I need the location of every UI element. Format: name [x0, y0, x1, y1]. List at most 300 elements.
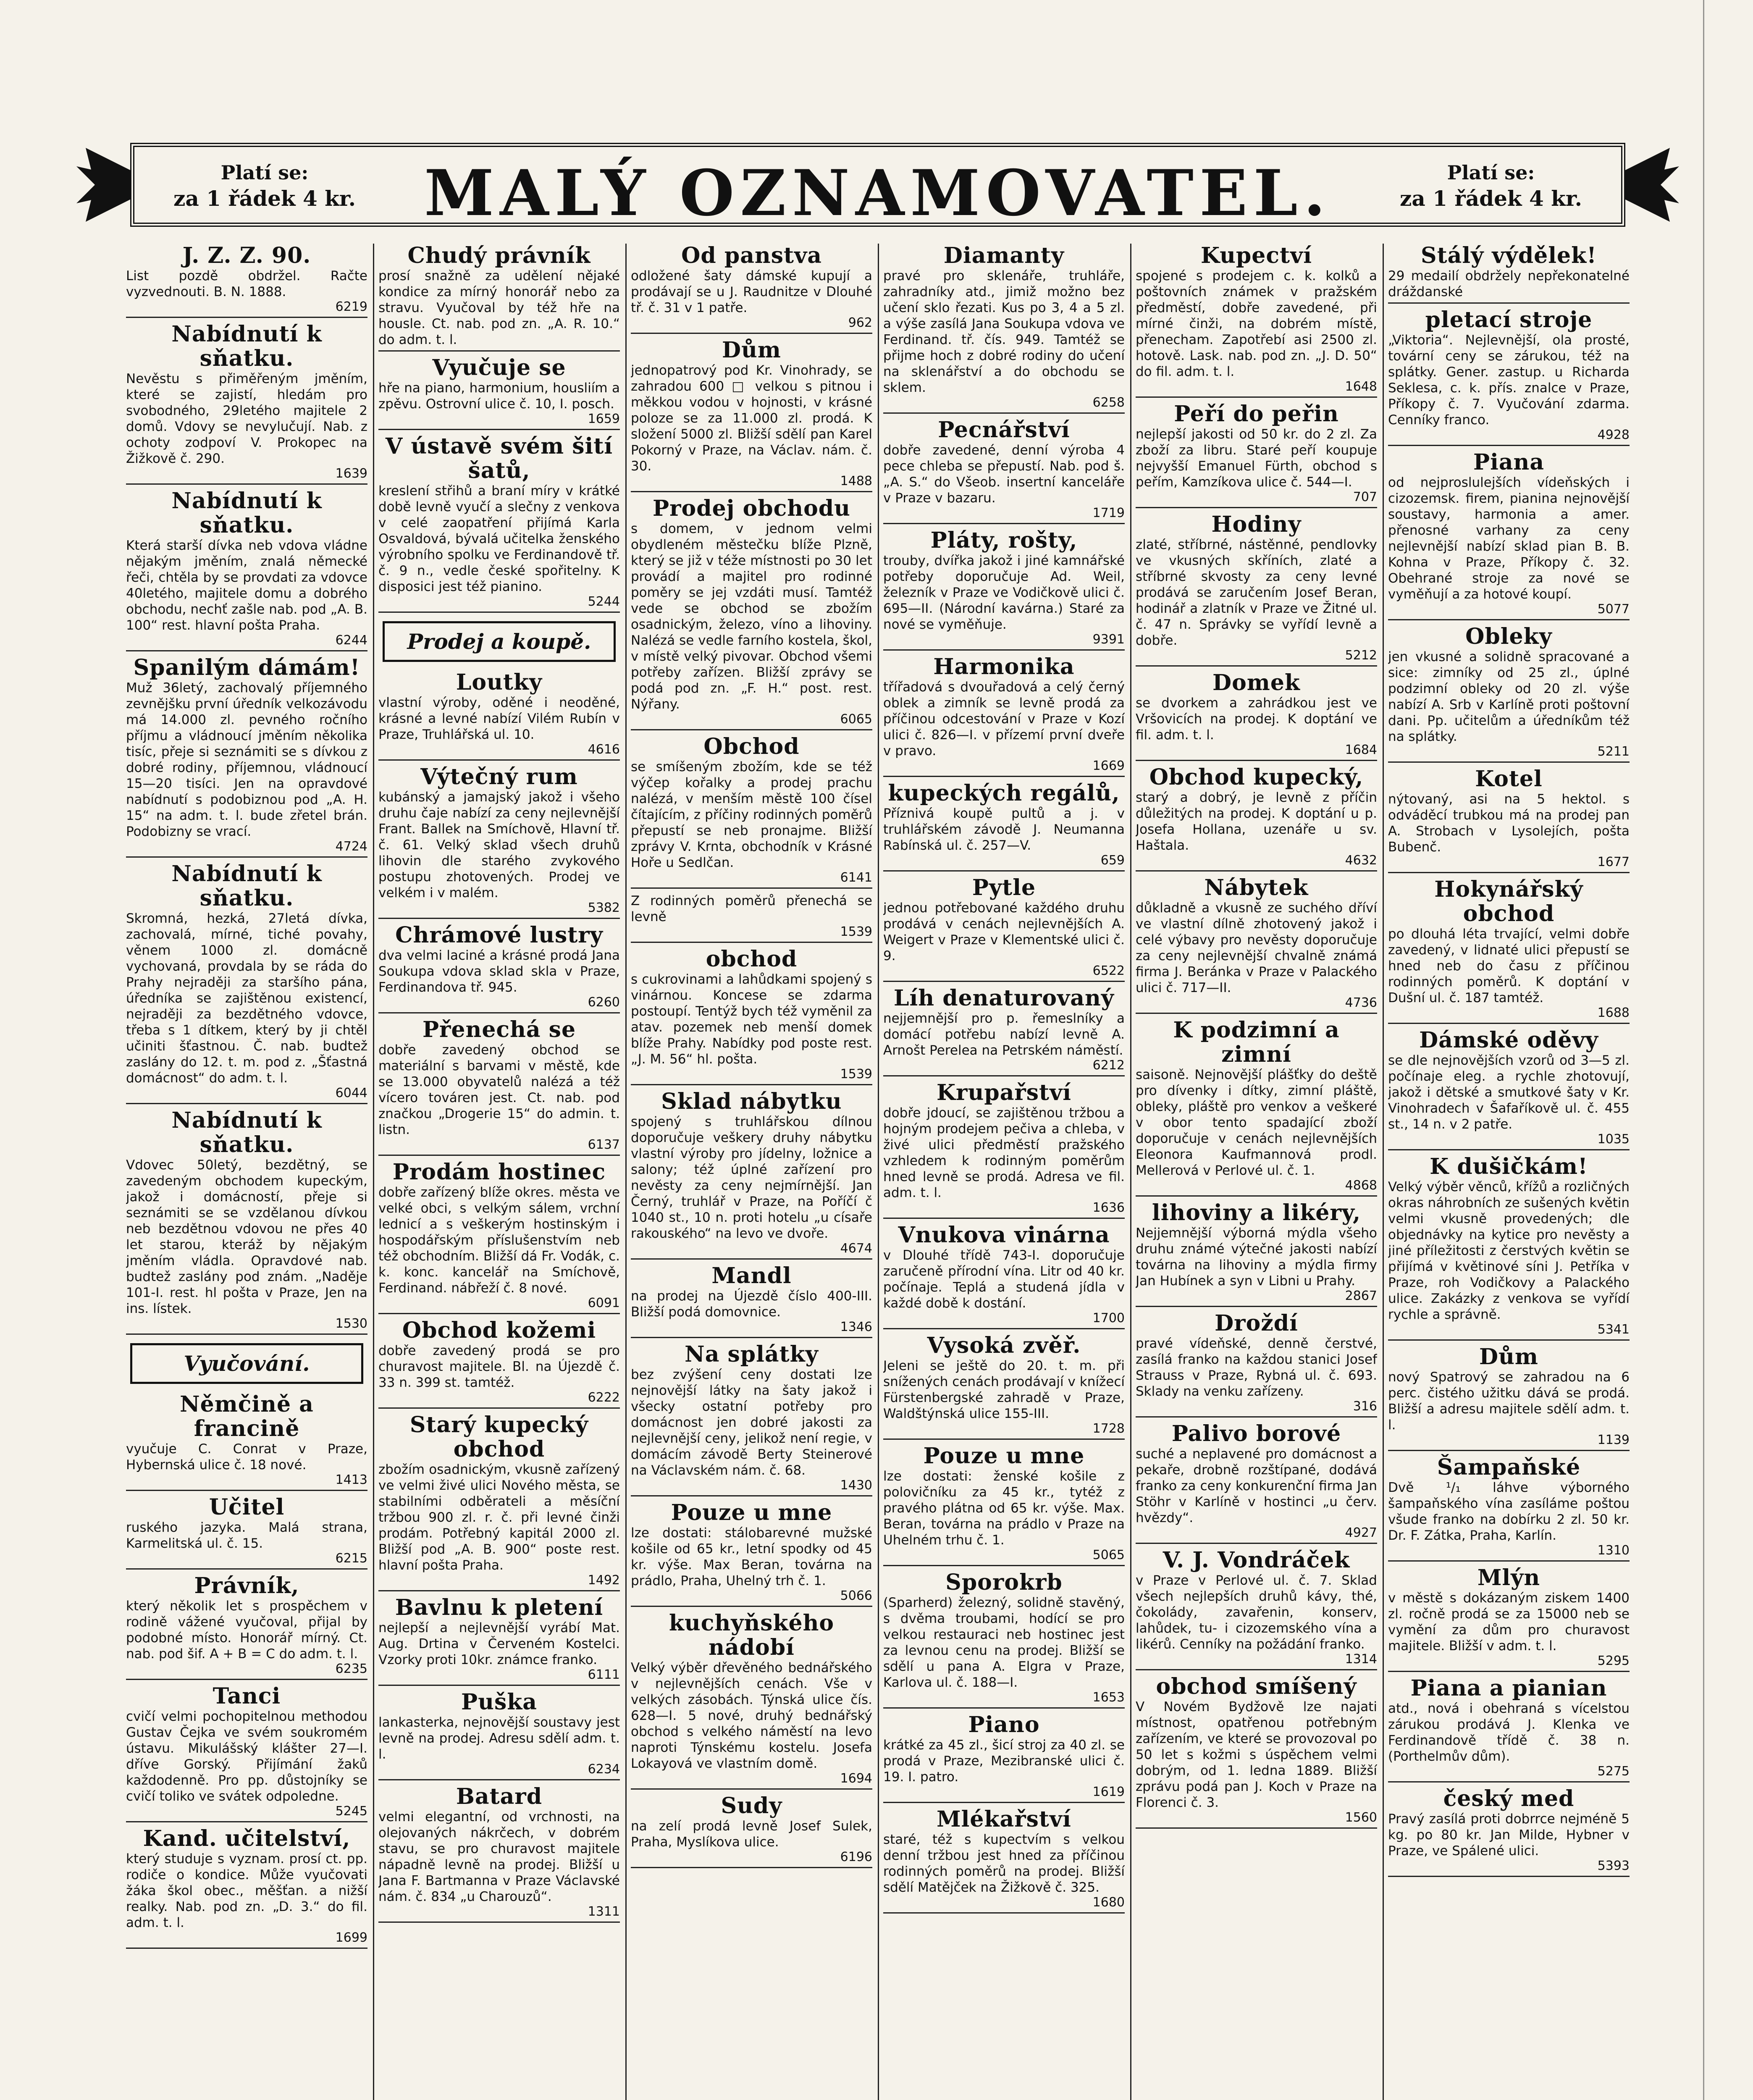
page-title: MALÝ OZNAMOVATEL. [424, 156, 1331, 230]
classified-ad [631, 338, 872, 492]
ad-title: Pecnářství [938, 417, 1070, 443]
ad-title: J. Z. Z. 90. [182, 244, 311, 268]
classified-ad [883, 1570, 1125, 1709]
ad-code: 5066 [840, 1588, 872, 1603]
ad-title: Mandl [711, 1263, 792, 1289]
ad-code: 1139 [1597, 1433, 1630, 1447]
classified-ad [1388, 450, 1630, 620]
classified-ad [883, 986, 1125, 1076]
ad-column [378, 244, 620, 2100]
ad-text: Velký výběr dřevěného bednářského v nejlevnějších cenách. Vše v velkých zásobách. Týnská ulice čís. 628—I. 5 nové, druhý bednářský obchod s velkého náměstí na levo naproti Týnskému kostelu. Josefa Lokayová ve vlastním domě. [631, 1660, 872, 1771]
ad-text: hře na piano, harmonium, housliím a zpěvu. Ostrovní ulice č. 10, I. posch. [378, 381, 620, 412]
ad-text: zlaté, stříbrné, nástěnné, pendlovky ve vkusných skříních, zlaté a stříbrné skvosty za ceny levné prodává se zaručením Josef Beran, hodinář a zlatník v Praze ve Žitné ul. č. 47 n. Správky se vyřídí levně a dobře. [1136, 537, 1377, 648]
classified-ad [883, 1223, 1125, 1329]
ad-text: List pozdě obdržel. Račte vyzvednouti. B. N. 1888. [126, 268, 367, 299]
ad-code: 1699 [335, 1930, 367, 1945]
ad-code: 5077 [1597, 602, 1630, 617]
ad-text: dobře zavedené, denní výroba 4 pece chleba se přepustí. Nab. pod š. „A. S.“ do Všeob. insertní kanceláře v Praze v bazaru. [883, 443, 1125, 506]
ad-code: 316 [1353, 1399, 1377, 1414]
ad-text: třířadová s dvouřadová a celý černý oblek a zimník se levně prodá za příčinou odcestování v Praze v Kozí ulici č. 826—I. v přízemí první dveře v pravo. [883, 680, 1125, 759]
ad-text: velmi elegantní, od vrchnosti, na olejovaných nákrčech, v dobrém stavu, se pro churavost majitele nápadně levně na prodej. Bližší u Jana F. Bartmanna v Praze Václavské nám. č. 834 „u Charouzů“. [378, 1809, 620, 1904]
ad-title: Vyučuje se [432, 355, 566, 381]
ad-code: 4928 [1597, 428, 1630, 442]
ad-code: 5244 [588, 594, 620, 609]
ad-title: Chudý právník [407, 244, 591, 268]
ad-title: Bavlnu k pletení [395, 1595, 604, 1620]
ad-title: Sudy [721, 1793, 782, 1819]
ad-title: Šampaňské [1437, 1454, 1581, 1480]
classified-ad [126, 244, 367, 318]
ad-title: Loutky [456, 669, 543, 695]
price-label: Platí se: [1447, 161, 1535, 184]
ad-code: 1653 [1092, 1690, 1125, 1705]
ad-code: 4868 [1345, 1178, 1377, 1193]
ad-title: Právník, [194, 1573, 299, 1599]
ad-title: Líh denaturovaný [893, 985, 1114, 1011]
ad-text: trouby, dvířka jakož i jiné kamnářské potřeby doporučuje Ad. Weil, železník v Praze ve Vodičkově ulici č. 695—II. (Národní kavárna.) Staré za nové se vyměňuje. [883, 553, 1125, 632]
masthead [67, 130, 1688, 239]
ad-text: Dvě ¹/₁ láhve výborného šampaňského vína zasíláme poštou všude franko na dobírku 2 zl. 50 kr. Dr. F. Zátka, Praha, Karlín. [1388, 1480, 1630, 1543]
classified-ad [1388, 1676, 1630, 1782]
ad-text: Jeleni se ještě do 20. t. m. při snížených cenách prodávají v knížecí Fürstenbergské zahradě v Praze, Waldštýnská ulice 155-III. [883, 1358, 1125, 1421]
ad-code: 1700 [1092, 1311, 1125, 1326]
ad-title: Starý kupecký obchod [409, 1412, 589, 1462]
ad-text: ruského jazyka. Malá strana, Karmelitská ul. č. 15. [126, 1520, 367, 1551]
ad-title: Tanci [213, 1683, 281, 1709]
ad-code: 6065 [840, 712, 872, 727]
ad-title: lihoviny a likéry, [1152, 1200, 1361, 1226]
ad-title: Batard [456, 1784, 543, 1809]
ad-column [631, 244, 872, 2100]
ad-title: V ústavě svém šití šatů, [385, 433, 613, 483]
ad-title: Obchod kožemi [402, 1318, 596, 1343]
classified-ad [883, 1334, 1125, 1440]
classified-ad [883, 1713, 1125, 1803]
ad-code: 1539 [840, 1067, 872, 1082]
ad-text: nejlepší a nejlevnější vyrábí Mat. Aug. Drtina v Červeném Kostelci. Vzorky proti 10kr. známce franko. [378, 1620, 620, 1667]
ad-code: 1648 [1345, 379, 1377, 394]
classified-ad [378, 434, 620, 613]
classified-ad [1388, 1155, 1630, 1341]
ad-text: lze dostati: ženské košile z polovičníku za 45 kr., tytéž z pravého plátna od 65 kr. výše. Max. Beran, továrna na prádlo v Praze na Uhelném trhu č. 1. [883, 1469, 1125, 1548]
ad-code: 4616 [588, 742, 620, 757]
ad-title: Vnukova vinárna [898, 1222, 1110, 1248]
classified-ad [631, 947, 872, 1085]
classified-ad [378, 244, 620, 352]
ad-code: 1659 [588, 412, 620, 426]
ad-text: v Dlouhé třídě 743-I. doporučuje zaručeně přírodní vína. Litr od 40 kr. počínaje. Teplá a studená jídla v každé době k dostání. [883, 1248, 1125, 1311]
ad-title: Piano [968, 1712, 1040, 1738]
price-label: Platí se: [220, 161, 309, 184]
classified-ad [1136, 1201, 1377, 1307]
classified-ad [378, 765, 620, 919]
classified-ad [1136, 1311, 1377, 1418]
classified-ad [631, 496, 872, 730]
ad-code: 4674 [840, 1241, 872, 1256]
ad-code: 1314 [1345, 1652, 1377, 1667]
classified-ad [883, 781, 1125, 872]
ad-text: důkladně a vkusně ze suchého dříví ve vlastní dílně zhotovený jakož i celé výbavy pro nevěsty doporučuje za ceny nejlevnější chvalně známá firma J. Beránka v Praze v Palackého ulici č. 717—II. [1136, 900, 1377, 995]
ad-text: saisoně. Nejnovější plášťky do deště pro dívenky i dítky, zimní pláště, obleky, pláště pro venkov a veškeré v obor tento spadající zboží doporučuje v cenách nejlevnějších Eleonora Kaufmannová prodl. Mellerová v Perlové ul. č. 1. [1136, 1067, 1377, 1178]
ad-code: 1639 [335, 466, 367, 481]
classified-ad [1136, 1675, 1377, 1829]
ad-code: 6044 [335, 1086, 367, 1100]
ad-code: 6091 [588, 1296, 620, 1310]
ad-code: 6111 [588, 1667, 620, 1682]
ad-code: 1684 [1345, 743, 1377, 757]
price-value: za 1 řádek 4 kr. [173, 186, 356, 211]
classified-ad [631, 1089, 872, 1260]
ad-code: 5393 [1597, 1858, 1630, 1873]
ad-text: Muž 36letý, zachovalý příjemného zevnějšku první úředník velkozávodu má 14.000 zl. pevného ročního příjmu a vládnoucí jměním několika tisíc, přeje si seznámiti se s dívkou z dobré rodiny, příjemnou, vládnoucí 15—20 tisíci. Jen na opravdové nabídnutí s podobiznou pod „A. H. 15“ na adm. t. l. bude zřetel brán. Podobizny se vrací. [126, 680, 367, 839]
ad-title: Obchod kupecký, [1149, 764, 1364, 790]
ad-code: 4632 [1345, 853, 1377, 868]
classified-ad [126, 322, 367, 485]
ad-text: pravé vídeňské, denně čerstvé, zasílá franko na každou stanici Josef Strauss v Praze, Rybná ul. č. 693. Sklady na venku zařízeny. [1136, 1336, 1377, 1399]
ad-title: Nábytek [1204, 875, 1309, 900]
classified-ad [1136, 671, 1377, 761]
newspaper-page [67, 105, 1688, 2100]
classified-ad [1388, 1345, 1630, 1451]
ad-code: 1413 [335, 1473, 367, 1487]
ad-title: český med [1443, 1786, 1575, 1811]
ad-text: se smíšeným zbožím, kde se též výčep kořalky a prodej prachu nalézá, v menším městě 100 čísel čítajícím, z příčiny rodinných poměrů přepustí se neb pronajme. Bližší zprávy V. Krnta, obchodník v Krásné Hoře u Sedlčan. [631, 759, 872, 870]
ad-title: obchod [706, 946, 798, 972]
classified-ad [1136, 1548, 1377, 1670]
classified-ad [1388, 1787, 1630, 1877]
ad-title: Chrámové lustry [395, 922, 603, 948]
ad-code: 6196 [840, 1850, 872, 1864]
ad-code: 5245 [335, 1804, 367, 1819]
ad-text: v městě s dokázaným ziskem 1400 zl. ročně prodá se za 15000 neb se vymění za dům pro churavost majitele. Bližší v adm. t. l. [1388, 1591, 1630, 1654]
classified-ad [1388, 1028, 1630, 1150]
section-heading: Vyučování. [130, 1343, 363, 1384]
ad-title: Prodej obchodu [653, 496, 850, 521]
ad-code: 5341 [1597, 1322, 1630, 1337]
ad-code: 1728 [1092, 1421, 1125, 1436]
classified-ad [378, 1596, 620, 1686]
ad-title: Nabídnutí k sňatku. [171, 1108, 322, 1158]
ad-code: 1539 [840, 924, 872, 939]
classified-ad [883, 244, 1125, 414]
ad-text: Která starší dívka neb vdova vládne nějakým jměním, znalá německé řeči, chtěla by se provdati za vdovce 40letého, majitele domu a dobrého obchodu, nechť zašle nab. pod „A. B. 100“ rest. hlavní pošta Praha. [126, 538, 367, 633]
ad-title: V. J. Vondráček [1163, 1547, 1350, 1573]
ad-code: 962 [848, 315, 872, 330]
classified-ad [1388, 1566, 1630, 1672]
ad-text: se dle nejnovějších vzorů od 3—5 zl. počínaje eleg. a rychle zhotovují, jakož i dětské a smutkové šaty v Kr. Vinohradech v Šafaříkově ul. č. 455 st., 14 n. v 2 patře. [1388, 1053, 1630, 1132]
ad-code: 4927 [1345, 1525, 1377, 1540]
ad-text: se dvorkem a zahrádkou jest ve Vršovicích na prodej. K doptání ve fil. adm. t. l. [1136, 696, 1377, 743]
column-rule [1130, 244, 1131, 2100]
ad-title: Sporokrb [945, 1570, 1063, 1595]
page-fold [1703, 0, 1704, 2100]
ad-text: Nejjemnější výborná mýdla všeho druhu známé výtečné jakosti nabízí továrna na lihoviny a mýdla firmy Jan Hubínek a syn v Libni u Prahy. [1136, 1226, 1377, 1289]
column-rule [878, 244, 879, 2100]
ad-text: na zelí prodá levně Josef Sulek, Praha, Myslíkova ulice. [631, 1819, 872, 1850]
ad-title: kuchyňského nádobí [669, 1610, 835, 1660]
ad-code: 1688 [1597, 1005, 1630, 1020]
classified-ad [1388, 767, 1630, 873]
ad-code: 1619 [1092, 1785, 1125, 1799]
ad-title: Obchod [703, 734, 800, 759]
classified-ad [883, 1807, 1125, 1914]
ad-column [1136, 244, 1377, 2100]
ad-title: Vysoká zvěř. [927, 1333, 1081, 1358]
classified-ad [1136, 512, 1377, 667]
ad-code: 1311 [588, 1904, 620, 1919]
ad-text: odložené šaty dámské kupují a prodávají se u J. Raudnitze v Dlouhé tř. č. 31 v 1 patře. [631, 268, 872, 315]
ad-text: v Praze v Perlové ul. č. 7. Sklad všech nejlepších druhů kávy, thé, čokolády, zavařenin, konserv, lahůdek, tu- i cizozemského vína a likérů. Cenníky na požádání franko. [1136, 1573, 1377, 1652]
ad-text: jednopatrový pod Kr. Vinohrady, se zahradou 600 □ velkou s pitnou i měkkou vodou v hojnosti, v krásné poloze se za 11.000 zl. prodá. K složení 5000 zl. Bližší sdělí pan Karel Pokorný v Praze, na Václav. nám. č. 30. [631, 363, 872, 474]
ad-text: Vdovec 50letý, bezdětný, se zavedeným obchodem kupeckým, jakož i domácností, přeje si seznámiti se se vzdělanou dívkou neb bezdětnou vdovou ne přes 40 let starou, kteráž by nějakým jměním vládla. Opravdové nab. budtež zaslány pod znám. „Naděje 101-I. rest. hl pošta v Praze, Jen na ins. lístek. [126, 1158, 367, 1316]
ad-text: bez zvýšení ceny dostati lze nejnovější látky na šaty jakož i všecky ostatní potřeby pro domácnost jen dobré jakosti za nejlevnější ceny, jelikož není regie, v domácím závodě Berty Steinerové na Václavském nám. č. 68. [631, 1367, 872, 1478]
ad-code: 5211 [1597, 744, 1630, 759]
classified-ad [631, 1342, 872, 1496]
section-heading: Prodej a koupě. [383, 621, 616, 662]
classified-ad [378, 1785, 620, 1923]
ad-title: Nabídnutí k sňatku. [171, 488, 322, 538]
ad-title: Krupařství [936, 1080, 1072, 1105]
ad-title: Peří do peřin [1174, 401, 1339, 427]
ad-text: na prodej na Újezdě číslo 400-III. Bližší podá domovnice. [631, 1289, 872, 1320]
price-value: za 1 řádek 4 kr. [1400, 186, 1582, 211]
classified-ad [126, 1108, 367, 1335]
ad-title: Hodiny [1211, 512, 1302, 537]
ad-title: Obleky [1465, 624, 1552, 649]
ad-code: 1636 [1092, 1200, 1125, 1215]
ad-text: spojený s truhlářskou dílnou doporučuje veškery druhy nábytku vlastní výroby pro jídelny, ložnice a salony; též úplné zařízení pro nevěsty za ceny nejmírnější. Jan Černý, truhlář v Praze, na Poříčí č 1040 st., 10 n. proti hotelu „u císaře rakouského“ na levo ve dvoře. [631, 1114, 872, 1241]
classified-ad [126, 1392, 367, 1491]
ad-title: Výtečný rum [420, 764, 578, 790]
classified-ad [126, 862, 367, 1104]
ad-code: 1680 [1092, 1895, 1125, 1910]
masthead-price-right [1378, 160, 1604, 212]
classified-ad [1136, 1018, 1377, 1197]
ad-code: 5275 [1597, 1764, 1630, 1779]
ad-code: 1430 [840, 1478, 872, 1493]
ad-code: 5295 [1597, 1654, 1630, 1668]
ad-text: nýtovaný, asi na 5 hektol. s odváděcí trubkou má na prodej pan A. Strobach v Lysolejích, pošta Bubenč. [1388, 792, 1630, 855]
ad-title: Piana [1473, 449, 1545, 475]
classified-ad [1136, 765, 1377, 872]
classified-ad [1388, 625, 1630, 763]
ad-title: Pytle [972, 875, 1036, 900]
classified-ad [126, 1495, 367, 1570]
ad-text: kubánský a jamajský jakož i všeho druhu čaje nabízí za ceny nejlevnější Frant. Ballek na Smíchově, Hlavní tř. č. 61. Velký sklad všech druhů lihovin dle starého zvykového postupu zhotovených. Prodej ve velkém i v malém. [378, 790, 620, 900]
column-rule [373, 244, 374, 2100]
ad-text: který studuje s vyznam. prosí ct. pp. rodiče o kondice. Může vyučovati žáka škol obec., měšťan. a nižší realky. Nab. pod zn. „D. 3.“ do fil. adm. t. l. [126, 1851, 367, 1930]
ad-code: 2867 [1345, 1289, 1377, 1303]
ad-text: dva velmi laciné a krásné prodá Jana Soukupa vdova sklad skla v Praze, Ferdinandova tř. 945. [378, 948, 620, 995]
ad-title: Mlékařství [937, 1806, 1071, 1832]
ad-title: Dům [722, 337, 781, 363]
classified-ad [631, 1264, 872, 1338]
classified-ad [126, 656, 367, 858]
ad-title: Harmonika [933, 654, 1075, 680]
ad-text: cvičí velmi pochopitelnou methodou Gustav Čejka ve svém soukromém ústavu. Mikulášský klášter 27—I. dříve Gorský. Přijímání žaků každodenně. Pro pp. důstojníky se cvičí toliko ve svátek odpoledne. [126, 1709, 367, 1804]
ad-title: obchod smíšený [1156, 1674, 1357, 1699]
classified-ad [631, 1794, 872, 1868]
classified-ad [378, 1318, 620, 1409]
ad-title: Kupectví [1201, 244, 1312, 268]
ad-code: 6244 [335, 633, 367, 648]
ad-text: spojené s prodejem c. k. kolků a poštovních známek v pražském předměstí, dobře zavedené, při mírné činži, na dobrém místě, přenecham. Zapotřebí asi 2500 zl. hotově. Lask. nab. pod zn. „J. D. 50“ do fil. adm. t. l. [1136, 268, 1377, 379]
classified-ad [1136, 244, 1377, 398]
ad-text: starý a dobrý, je levně z příčin důležitých na prodej. K doptání u p. Josefa Hollana, uzenáře u sv. Haštala. [1136, 790, 1377, 853]
classified-ad [1388, 244, 1630, 304]
classified-ad [126, 489, 367, 651]
ad-title: Sklad nábytku [661, 1089, 842, 1114]
ad-code: 1669 [1092, 759, 1125, 773]
ad-text: dobře zařízený blíže okres. města ve velké obci, s velkým sálem, vrchní lednicí a s veškerým hostinským i hospodářským příslušenstvím neb též obchodním. Bližší dá Fr. Vodák, c. k. konc. kancelář na Smíchově, Ferdinand. nábřeží č. 8 nové. [378, 1185, 620, 1296]
ad-code: 6235 [335, 1662, 367, 1676]
classified-ad [631, 735, 872, 889]
ad-code: 1492 [588, 1573, 620, 1588]
column-rule [1383, 244, 1384, 2100]
classified-ad [126, 1684, 367, 1822]
ad-title: pletací stroje [1425, 307, 1593, 333]
ad-code: 659 [1100, 853, 1125, 868]
classified-ad [378, 923, 620, 1013]
ad-title: Na splátky [685, 1341, 819, 1367]
ad-text: krátké za 45 zl., šicí stroj za 40 zl. se prodá v Praze, Mezibranské ulici č. 19. I. patro. [883, 1738, 1125, 1785]
classified-ad [883, 528, 1125, 651]
ad-text: kreslení střihů a braní míry v krátké době levně vyučí a slečny z venkova v celé zaopatření přijímá Karla Osvaldová, bývalá učitelka ženského výrobního spolku ve Ferdinandově tř. č. 9 n., vedle české spořitelny. K disposici jest též pianino. [378, 483, 620, 594]
ad-title: kupeckých regálů, [888, 780, 1120, 806]
ad-code: 707 [1353, 490, 1377, 504]
ad-text: pravé pro sklenáře, truhláře, zahradníky atd., jimiž možno bez učení sklo řezati. Kus po 3, 4 a 5 zl. a výše zasílá Jana Soukupa vdova ve Ferdinand. tř. čís. 949. Tamtéž se přijme hoch z dobré rodiny do učení na sklenářství a do obchodu se sklem. [883, 268, 1125, 395]
ad-title: Kotel [1475, 766, 1543, 792]
ad-code: 6137 [588, 1137, 620, 1152]
ad-text: dobře zavedený obchod se materiální s barvami v městě, kde se 13.000 obyvatelů nalézá a též vícero továren jest. Ct. nab. pod značkou „Drogerie 15“ do admin. t. listn. [378, 1042, 620, 1137]
ad-text: lze dostati: stálobarevné mužské košile od 65 kr., letní spodky od 45 kr. výše. Max Beran, továrna na prádlo, Praha, Uhelný trh č. 1. [631, 1525, 872, 1588]
ad-title: Přenechá se [422, 1017, 576, 1042]
ad-code: 9391 [1092, 632, 1125, 647]
ad-columns [126, 244, 1630, 2100]
ad-code: 5212 [1345, 648, 1377, 663]
ad-text: s cukrovinami a lahůdkami spojený s vinárnou. Koncese se zdarma postoupí. Tentýž bych též vyměnil za atav. pozemek neb menší domek blíže Prahy. Nabídky pod poste rest. „J. M. 56“ hl. pošta. [631, 972, 872, 1067]
ad-text: „Viktoria“. Nejlevnější, ola prosté, tovární ceny se zárukou, též na splátky. Gener. zastup. u Richarda Seklesa, c. k. přís. znalce v Praze, Příkopy č. 7. Vyučování zdarma. Cenníky franco. [1388, 333, 1630, 428]
ad-code: 6258 [1092, 395, 1125, 410]
ad-code: 1346 [840, 1320, 872, 1334]
classified-ad [1136, 1422, 1377, 1544]
ad-text: V Novém Bydžově lze najati místnost, opatřenou potřebným zařízením, ve které se provozoval po 50 let s kožmi s úspěchem velmi dobrým, od 1. ledna 1889. Bližší zprávu podá pan J. Koch v Praze na Florenci č. 3. [1136, 1699, 1377, 1810]
classified-ad [883, 655, 1125, 777]
ad-text: Z rodinných poměrů přenechá se levně [631, 893, 872, 924]
ad-title: Puška [461, 1689, 537, 1715]
ad-column [883, 244, 1125, 2100]
ad-text: Nevěstu s přiměřeným jměním, které se zajistí, hledám pro svobodného, 29letého majitele 2 domů. Vdovy se nevylučují. Nab. z ochoty zodpoví V. Prokopec na Žižkově č. 290. [126, 371, 367, 466]
ad-title: Hokynářský obchod [1434, 877, 1583, 927]
ad-title: Kand. učitelství, [143, 1826, 351, 1851]
ad-code: 6234 [588, 1762, 620, 1777]
ad-code: 6219 [335, 299, 367, 314]
classified-ad [126, 1574, 367, 1680]
masthead-frame [130, 143, 1625, 230]
classified-ad [631, 1501, 872, 1607]
ad-code: 1719 [1092, 506, 1125, 520]
ad-text: dobře zavedený prodá se pro churavost majitele. Bl. na Újezdě č. 33 n. 399 st. tamtéž. [378, 1343, 620, 1390]
classified-ad [883, 1444, 1125, 1566]
ad-title: Palivo borové [1171, 1421, 1341, 1446]
ad-code: 1530 [335, 1316, 367, 1331]
ad-title: Domek [1212, 670, 1300, 696]
classified-ad [378, 356, 620, 430]
ad-title: Dámské oděvy [1419, 1027, 1598, 1053]
ad-code: 6212 [1092, 1058, 1125, 1073]
ad-text: atd., nová i obehraná s vícelstou zárukou prodává J. Klenka ve Ferdinandově třídě č. 38 n. (Porthelmův dům). [1388, 1701, 1630, 1764]
ad-title: Piana a pianian [1410, 1675, 1607, 1701]
ad-text: Příznivá koupě pultů a j. v truhlářském závodě J. Neumanna Rabínská ul. č. 257—V. [883, 806, 1125, 853]
ad-code: 5065 [1092, 1548, 1125, 1562]
ad-text: vyučuje C. Conrat v Praze, Hybernská ulice č. 18 nové. [126, 1441, 367, 1473]
ad-text: suché a neplavené pro domácnost a pekaře, drobně rozštípané, dodává franko za ceny konkurenční firma Jan Stöhr v Karlíně v hostinci „u červ. hvězdy“. [1136, 1446, 1377, 1525]
ad-title: Němčině a francině [180, 1391, 314, 1441]
classified-ad [883, 418, 1125, 524]
ad-text: Velký výběr věnců, křížů a rozličných okras náhrobních ze sušených květin velmi vkusně provedených; dle objednávky na kytice pro nevěsty a jiné příležitosti z čerstvých květin se přijímá v květinové síni J. Petříka v Praze, roh Vodičkovy a Palackého ulice. Zakázky z venkova se vyřídí rychle a správně. [1388, 1179, 1630, 1322]
ad-text: jen vkusné a solidně spracované a sice: zimníky od 25 zl., úplné podzimní obleky od 20 zl. výše nabízí A. Srb v Karlíně proti poštovní dani. Pp. učitelům a úředníkům též na splátky. [1388, 649, 1630, 744]
ad-text: Skromná, hezká, 27letá dívka, zachovalá, mírné, tiché povahy, věnem 1000 zl. domácně vychovaná, provdala by se ráda do Prahy nejraději za staršího pána, úředníka se zajištěnou existencí, nejraději za bezdětného vdovce, třeba s 1 dítkem, který by ji chtěl učiniti šťastnou. Č. nab. budtež zaslány do 12. t. m. pod z. „Šťastná domácnost“ do adm. t. l. [126, 911, 367, 1086]
ad-code: 4736 [1345, 995, 1377, 1010]
ad-title: Spanilým dámám! [133, 655, 360, 680]
ad-text: po dlouhá léta trvající, velmi dobře zavedený, v lidnaté ulici přepustí se hned neb do času z příčinou rodinných poměrů. K doptání v Dušní ul. č. 187 tamtéž. [1388, 927, 1630, 1005]
ad-code: 6222 [588, 1390, 620, 1405]
ad-text: (Sparherd) železný, solidně stavěný, s dvěma troubami, hodící se pro velkou restauraci neb hostinec jest za levnou cenu na prodej. Bližší se sdělí u pana A. Elgra v Praze, Karlova ul. č. 188—I. [883, 1595, 1125, 1690]
ad-text: zbožím osadnickým, vkusně zařízený ve velmi živé ulici Nového města, se stabilními odběrateli a měsíční tržbou 900 zl. r. č. při levné činži prodám. Potřebný kapitál 2000 zl. Bližší pod „A. B. 900“ poste rest. hlavní pošta Praha. [378, 1462, 620, 1573]
classified-ad [378, 1160, 620, 1314]
classified-ad [1388, 877, 1630, 1024]
ad-title: Pláty, rošty, [930, 528, 1078, 553]
classified-ad [1136, 402, 1377, 508]
ad-text: který několik let s prospěchem v rodině vážené vyučoval, přijal by podobné místo. Honorář mírný. Ct. nab. pod šif. A + B = C do adm. t. l. [126, 1599, 367, 1662]
ad-text: nejjemnější pro p. řemeslníky a domácí potřebu nabízí levně A. Arnošt Perelea na Petrském náměstí. [883, 1011, 1125, 1058]
ad-code: 6260 [588, 995, 620, 1010]
ad-title: Mlýn [1477, 1565, 1540, 1591]
classified-ad [631, 244, 872, 334]
classified-ad [378, 1690, 620, 1780]
ad-text: dobře jdoucí, se zajištěnou tržbou a hojným prodejem pečiva a chleba, v živé ulici předměstí pražského vzhledem k rodinným poměrům hned levně se prodá. Adresa ve fil. adm. t. l. [883, 1105, 1125, 1200]
classified-ad [378, 670, 620, 761]
ad-text: od nejproslulejších vídeňských i cizozemsk. firem, pianina nejnovější soustavy, harmonia a amer. přenosné varhany za ceny nejlevnější nabízí sklad pian B. B. Kohna v Praze, Příkopy č. 32. Obehrané stroje za nové se vyměňují a za hotové koupí. [1388, 475, 1630, 602]
ad-title: Od panstva [681, 244, 822, 268]
ad-title: K dušičkám! [1430, 1154, 1588, 1179]
ad-column [126, 244, 367, 2100]
classified-ad [378, 1018, 620, 1156]
ad-text: Pravý zasílá proti dobrrce nejméně 5 kg. po 80 kr. Jan Milde, Hybner v Praze, ve Spálené ulici. [1388, 1811, 1630, 1858]
ad-code: 1677 [1597, 855, 1630, 869]
column-rule [625, 244, 627, 2100]
ad-text: 29 medailí obdržely nepřekonatelné dráždanské [1388, 268, 1630, 299]
ad-title: Učitel [209, 1494, 285, 1520]
ad-text: staré, též s kupectvím s velkou denní tržbou jest hned za příčinou rodinných poměrů na prodej. Bližší sdělí Matějček na Žižkově č. 325. [883, 1832, 1125, 1895]
ad-text: jednou potřebované každého druhu prodává v cenách nejlevnějších A. Weigert v Praze v Klementské ulici č. 9. [883, 900, 1125, 963]
ad-code: 1310 [1597, 1543, 1630, 1558]
classified-ad [631, 893, 872, 943]
ad-title: Droždí [1215, 1310, 1298, 1336]
classified-ad [1388, 308, 1630, 446]
ad-text: nový Spatrový se zahradou na 6 perc. čistého užitku dává se prodá. Bližší a adresu majitele sdělí adm. t. l. [1388, 1370, 1630, 1433]
ad-title: Nabídnutí k sňatku. [171, 861, 322, 911]
ad-code: 1560 [1345, 1810, 1377, 1825]
classified-ad [378, 1413, 620, 1591]
ad-code: 1488 [840, 474, 872, 488]
ad-title: K podzimní a zimní [1173, 1017, 1340, 1067]
ad-code: 4724 [335, 839, 367, 854]
classified-ad [126, 1827, 367, 1949]
ad-title: Dům [1479, 1344, 1538, 1370]
ad-text: vlastní výroby, oděné i neoděné, krásné a levné nabízí Vilém Rubín v Praze, Truhlářská ul. 10. [378, 695, 620, 742]
classified-ad [1136, 876, 1377, 1014]
